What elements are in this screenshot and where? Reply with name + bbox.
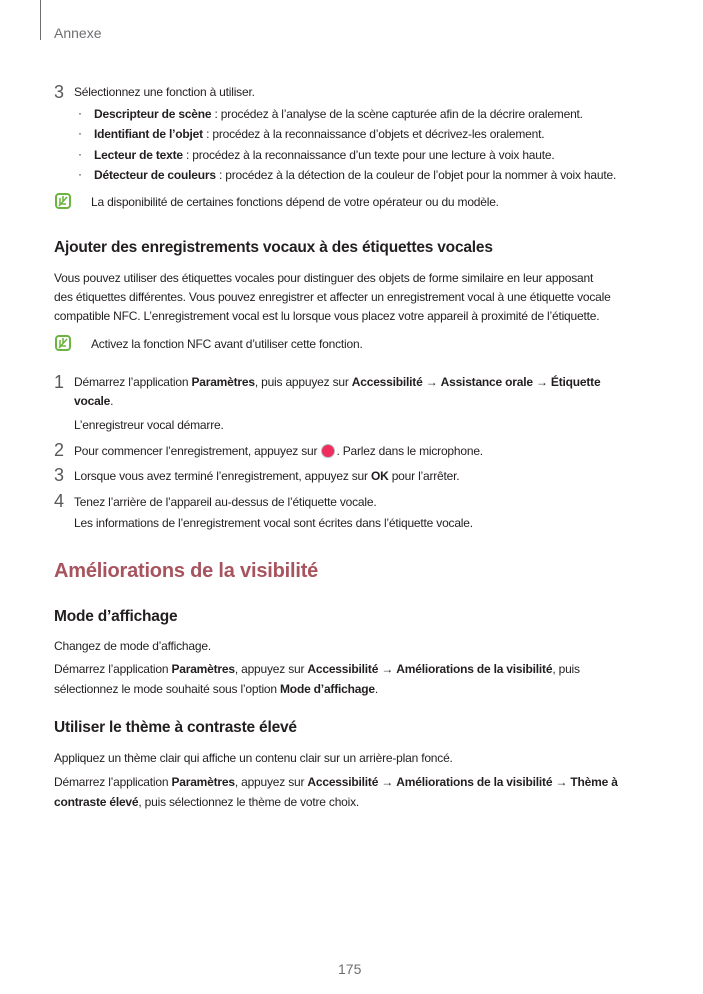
step-subtext: Les informations de l’enregistrement vocal sont écrites dans l’étiquette vocale.: [74, 516, 473, 530]
paragraph-line: Appliquez un thème clair qui affiche un contenu clair sur un arrière-plan foncé.: [54, 751, 453, 765]
list-item: [94, 126, 544, 142]
step-subtext: L’enregistreur vocal démarre.: [74, 418, 224, 432]
record-button-icon: [321, 444, 335, 458]
step-text: Tenez l’arrière de l’appareil au-dessus de l’étiquette vocale.: [74, 495, 377, 509]
list-item: [94, 147, 555, 163]
step-number: 1: [54, 372, 65, 392]
section-subtitle: Ajouter des enregistrements vocaux à des étiquettes vocales: [54, 239, 493, 256]
paragraph-line: compatible NFC. L’enregistrement vocal est lu lorsque vous placez votre appareil à proximité de l’étiquette.: [54, 309, 600, 323]
function-name: Descripteur de scène: [94, 107, 212, 121]
list-item: [94, 167, 616, 183]
step-text: Démarrez l’application Paramètres, puis appuyez sur Accessibilité → Assistance orale → Étiquette: [74, 375, 601, 389]
function-desc: : procédez à la reconnaissance d’objets et décrivez-les oralement.: [202, 127, 545, 141]
function-desc: : procédez à la détection de la couleur de l’objet pour la nommer à voix haute.: [215, 168, 617, 182]
header-rule: [40, 0, 41, 40]
section-subtitle: Utiliser le thème à contraste élevé: [54, 719, 297, 736]
step-number: 4: [54, 491, 65, 511]
step-number: 3: [54, 465, 65, 485]
function-desc: : procédez à la reconnaissance d’un texte pour une lecture à voix haute.: [182, 148, 555, 162]
paragraph-line: Démarrez l’application Paramètres, appuyez sur Accessibilité → Améliorations de la visibilité → Thème à: [54, 775, 618, 789]
function-name: Identifiant de l’objet: [94, 127, 203, 141]
page-number: 175: [338, 961, 362, 977]
step-text: Sélectionnez une fonction à utiliser.: [74, 85, 255, 99]
paragraph-line: Démarrez l’application Paramètres, appuyez sur Accessibilité → Améliorations de la visibilité, puis: [54, 662, 580, 676]
bullet: ·: [78, 126, 82, 140]
function-name: Détecteur de couleurs: [94, 168, 216, 182]
note-text: La disponibilité de certaines fonctions dépend de votre opérateur ou du modèle.: [91, 195, 499, 209]
header-title: Annexe: [54, 25, 102, 41]
step-text: Pour commencer l’enregistrement, appuyez sur . Parlez dans le microphone.: [74, 444, 483, 458]
step-number: 3: [54, 82, 65, 102]
note-icon: [55, 193, 71, 209]
paragraph-line: Changez de mode d’affichage.: [54, 639, 211, 653]
step-text: Lorsque vous avez terminé l’enregistrement, appuyez sur OK pour l’arrêter.: [74, 469, 460, 483]
note-text: Activez la fonction NFC avant d’utiliser cette fonction.: [91, 337, 363, 351]
function-desc: : procédez à l’analyse de la scène capturée afin de la décrire oralement.: [211, 107, 583, 121]
paragraph-line: contraste élevé, puis sélectionnez le thème de votre choix.: [54, 795, 360, 809]
section-title: Améliorations de la visibilité: [54, 560, 319, 582]
step-text-continued: vocale.: [74, 394, 114, 408]
bullet: ·: [78, 147, 82, 161]
bullet: ·: [78, 167, 82, 181]
function-name: Lecteur de texte: [94, 148, 183, 162]
paragraph-line: sélectionnez le mode souhaité sous l’option Mode d’affichage.: [54, 682, 378, 696]
bullet: ·: [78, 106, 82, 120]
section-subtitle: Mode d’affichage: [54, 608, 178, 625]
step-number: 2: [54, 440, 65, 460]
paragraph-line: Vous pouvez utiliser des étiquettes vocales pour distinguer des objets de forme similaire en leur apposant: [54, 271, 594, 285]
paragraph-line: des étiquettes différentes. Vous pouvez enregistrer et affecter un enregistrement vocal à une étiquette vocale: [54, 290, 611, 304]
note-icon: [55, 335, 71, 351]
list-item: [94, 106, 583, 122]
